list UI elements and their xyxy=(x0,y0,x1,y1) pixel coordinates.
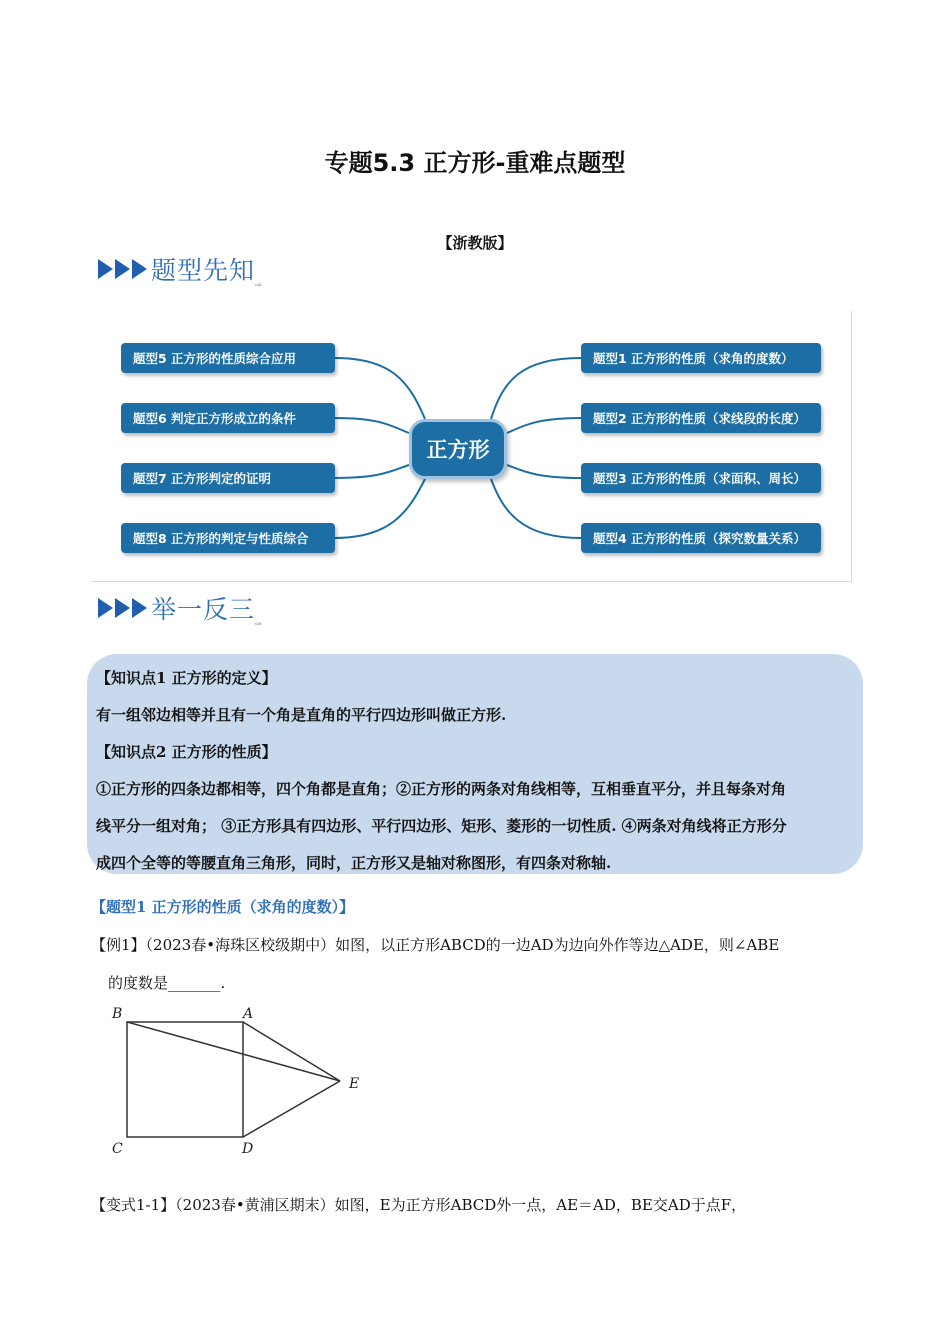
knowledge-2-line: 线平分一组对角； ③正方形具有四边形、平行四边形、矩形、菱形的一切性质. ④两条对角线将正方形分 xyxy=(96,817,787,835)
variant-1-1-line: 【变式1-1】（2023春•黄浦区期末）如图，E为正方形ABCD外一点，AE＝AD，BE交AD于点F， xyxy=(91,1196,747,1214)
mind-map-node-type4: 题型4 正方形的性质（探究数量关系） xyxy=(581,523,821,553)
label-e: E xyxy=(349,1076,360,1092)
mind-map-node-type2: 题型2 正方形的性质（求线段的长度） xyxy=(581,403,821,433)
mind-map-node-type1: 题型1 正方形的性质（求角的度数） xyxy=(581,343,821,373)
knowledge-1-body: 有一组邻边相等并且有一个角是直角的平行四边形叫做正方形. xyxy=(96,706,507,724)
label-a: A xyxy=(243,1006,254,1022)
triple-arrow-icon xyxy=(98,259,147,279)
mind-map-center: 正方形 xyxy=(409,419,507,479)
section-heading-preview xyxy=(98,251,255,287)
triple-arrow-icon xyxy=(98,598,147,618)
section-title: 举一反三 xyxy=(151,595,256,624)
label-c: C xyxy=(112,1141,123,1157)
mind-map-node-type5: 题型5 正方形的性质综合应用 xyxy=(121,343,335,373)
mind-map-node-type3: 题型3 正方形的性质（求面积、周长） xyxy=(581,463,821,493)
segment-be xyxy=(127,1022,340,1081)
segment-ae xyxy=(243,1022,340,1081)
label-d: D xyxy=(242,1141,254,1157)
section-title: 题型先知 xyxy=(151,256,256,285)
square-figure xyxy=(100,1000,380,1165)
mind-map-node-type7: 题型7 正方形判定的证明 xyxy=(121,463,335,493)
knowledge-panel xyxy=(87,654,863,874)
square-abcd xyxy=(127,1022,243,1137)
example-1-line2: 的度数是_______. xyxy=(108,974,226,992)
question-type-heading: 【题型1 正方形的性质（求角的度数）】 xyxy=(91,898,355,916)
mind-map-node-type6: 题型6 判定正方形成立的条件 xyxy=(121,403,335,433)
knowledge-2-line: ①正方形的四条边都相等，四个角都是直角；②正方形的两条对角线相等，互相垂直平分，并且每条对角 xyxy=(96,780,787,798)
section-heading-practice xyxy=(98,590,255,626)
mind-map xyxy=(91,311,852,582)
knowledge-2-line: 成四个全等的等腰直角三角形，同时，正方形又是轴对称图形，有四条对称轴. xyxy=(96,854,612,872)
tiny-mark: ulit xyxy=(255,621,262,626)
label-b: B xyxy=(112,1006,123,1022)
knowledge-2-title: 【知识点2 正方形的性质】 xyxy=(96,743,277,761)
edition-label: 【浙教版】 xyxy=(437,234,513,252)
document-title: 专题5.3 正方形-重难点题型 xyxy=(324,149,626,177)
tiny-mark: ulit xyxy=(255,282,262,287)
segment-de xyxy=(243,1081,340,1137)
example-1-line1: 【例1】（2023春•海珠区校级期中）如图，以正方形ABCD的一边AD为边向外作等边△ADE，则∠ABE xyxy=(91,936,780,954)
mind-map-node-type8: 题型8 正方形的判定与性质综合 xyxy=(121,523,335,553)
knowledge-1-title: 【知识点1 正方形的定义】 xyxy=(96,669,277,687)
